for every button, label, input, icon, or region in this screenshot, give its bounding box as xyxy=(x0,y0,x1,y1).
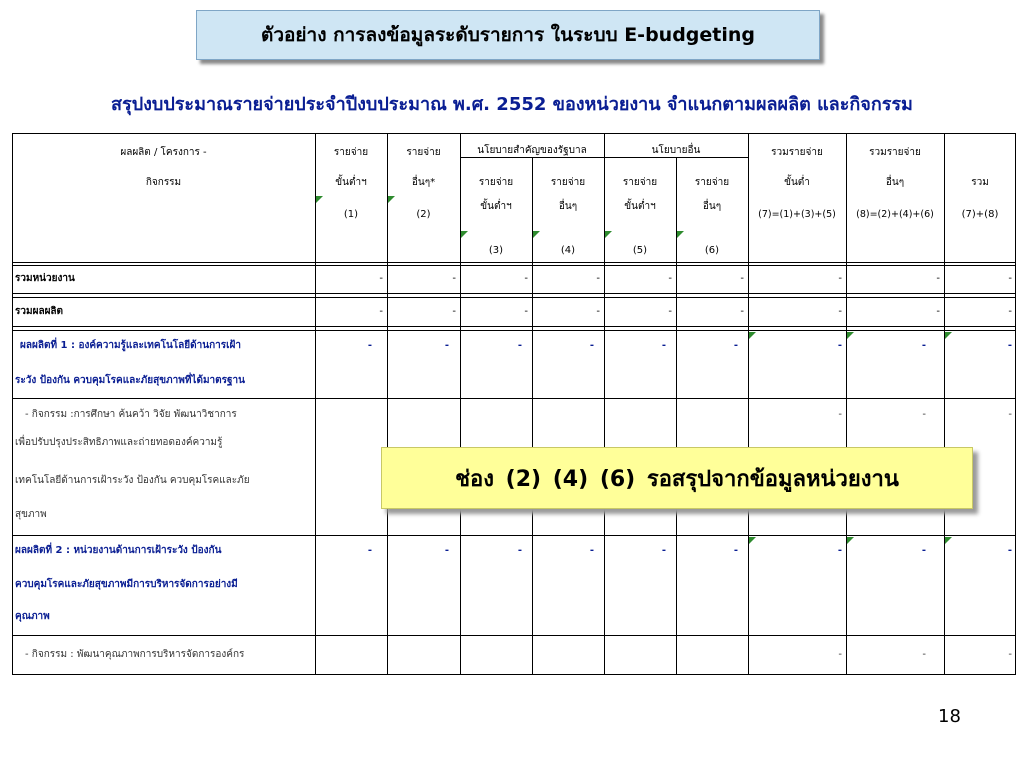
header-col4-l2: อื่นๆ xyxy=(558,201,578,212)
row-total-unit-val: - xyxy=(838,273,842,284)
header-col3-l3: (3) xyxy=(488,245,504,256)
row-activity2-val: - xyxy=(1008,649,1012,660)
header-col8-l1: รวมรายจ่าย xyxy=(869,147,921,158)
row-activity1-label-l2: เพื่อปรับปรุงประสิทธิภาพและถ่ายทอดองค์ความรู้ xyxy=(15,437,223,448)
row-product2-label-l2: ควบคุมโรคและภัยสุขภาพมีการบริหารจัดการอย่างมี xyxy=(15,579,238,590)
row-activity1-label-l1: - กิจกรรม :การศึกษา ค้นคว้า วิจัย พัฒนาวิชาการ xyxy=(25,409,237,420)
row-product2-val: - xyxy=(661,545,667,556)
header-group-gov: นโยบายสำคัญของรัฐบาล xyxy=(477,145,587,156)
header-col6-l1: รายจ่าย xyxy=(694,177,730,188)
header-col5-l2: ขั้นต่ำฯ xyxy=(624,201,656,212)
row-product2-val: - xyxy=(444,545,450,556)
header-col5-l1: รายจ่าย xyxy=(622,177,658,188)
cell-marker xyxy=(316,196,323,203)
header-col6-l2: อื่นๆ xyxy=(702,201,722,212)
row-total-products-val: - xyxy=(379,306,383,317)
header-col4-l1: รายจ่าย xyxy=(550,177,586,188)
header-col7-l1: รวมรายจ่าย xyxy=(771,147,823,158)
row-total-unit-val: - xyxy=(452,273,456,284)
row-total-unit-val: - xyxy=(1008,273,1012,284)
row-total-products-label: รวมผลผลิต xyxy=(15,306,64,317)
header-col2-l3: (2) xyxy=(416,209,431,220)
cell-marker xyxy=(847,332,854,339)
row-product2-val: - xyxy=(589,545,595,556)
budget-table xyxy=(12,133,1016,675)
cell-marker xyxy=(847,537,854,544)
header-col6-l3: (6) xyxy=(704,245,720,256)
row-total-products-val: - xyxy=(668,306,672,317)
callout-note: ช่อง (2) (4) (6) รอสรุปจากข้อมูลหน่วยงาน xyxy=(381,447,973,509)
header-col9-l2: (7)+(8) xyxy=(961,209,999,220)
page-number: 18 xyxy=(938,706,961,727)
row-activity1-val: - xyxy=(1008,409,1012,420)
row-product1-label-l1: ผลผลิตที่ 1 : องค์ความรู้และเทคโนโลยีด้านการเฝ้า xyxy=(20,340,242,351)
row-total-products-val: - xyxy=(524,306,528,317)
row-activity1-label-l4: สุขภาพ xyxy=(15,509,47,520)
header-col8-l3: (8)=(2)+(4)+(6) xyxy=(856,209,934,220)
row-activity1-val: - xyxy=(838,409,842,420)
row-product2-label-l1: ผลผลิตที่ 2 : หน่วยงานด้านการเฝ้าระวัง ป้องกัน xyxy=(15,545,222,556)
cell-marker xyxy=(388,196,395,203)
header-col9-l1: รวม xyxy=(971,177,989,188)
row-total-unit-val: - xyxy=(596,273,600,284)
cell-marker xyxy=(533,231,540,238)
row-product2-label-l3: คุณภาพ xyxy=(15,611,50,622)
header-col1-l2: ขั้นต่ำฯ xyxy=(335,177,367,188)
row-product2-val: - xyxy=(367,545,373,556)
row-product1-val: - xyxy=(367,340,373,351)
row-total-products-val: - xyxy=(936,306,940,317)
header-product-line1: ผลผลิต / โครงการ - xyxy=(120,147,207,158)
header-col3-l1: รายจ่าย xyxy=(478,177,514,188)
header-col2-l1: รายจ่าย xyxy=(406,147,441,158)
row-total-products-val: - xyxy=(1008,306,1012,317)
row-product2-val: - xyxy=(517,545,523,556)
header-product-line2: กิจกรรม xyxy=(145,177,182,188)
row-activity2-label: - กิจกรรม : พัฒนาคุณภาพการบริหารจัดการองค์กร xyxy=(25,649,245,660)
cell-marker xyxy=(605,231,612,238)
cell-marker xyxy=(749,332,756,339)
row-product1-val: - xyxy=(444,340,450,351)
cell-marker xyxy=(945,537,952,544)
row-product2-val: - xyxy=(1007,545,1012,556)
cell-marker xyxy=(461,231,468,238)
header-col8-l2: อื่นๆ xyxy=(885,177,905,188)
row-total-products-val: - xyxy=(838,306,842,317)
row-product1-val: - xyxy=(921,340,926,351)
header-col3-l2: ขั้นต่ำฯ xyxy=(480,201,512,212)
row-total-unit-label: รวมหน่วยงาน xyxy=(15,273,75,284)
row-total-unit-val: - xyxy=(524,273,528,284)
row-product1-label-l2: ระวัง ป้องกัน ควบคุมโรคและภัยสุขภาพที่ได้มาตรฐาน xyxy=(15,375,245,386)
header-col1-l3: (1) xyxy=(343,209,359,220)
row-product1-val: - xyxy=(1007,340,1012,351)
header-group-other: นโยบายอื่น xyxy=(651,145,701,156)
cell-marker xyxy=(677,231,684,238)
row-total-unit-val: - xyxy=(740,273,744,284)
row-product1-val: - xyxy=(837,340,842,351)
row-product1-val: - xyxy=(589,340,595,351)
header-col2-l2: อื่นๆ* xyxy=(411,177,436,188)
row-product2-val: - xyxy=(837,545,842,556)
row-total-products-val: - xyxy=(452,306,456,317)
row-product2-val: - xyxy=(733,545,739,556)
header-col7-l3: (7)=(1)+(3)+(5) xyxy=(758,209,836,220)
row-activity2-val: - xyxy=(838,649,842,660)
row-total-products-val: - xyxy=(740,306,744,317)
header-col1-l1: รายจ่าย xyxy=(333,147,369,158)
slide-title: ตัวอย่าง การลงข้อมูลระดับรายการ ในระบบ E-budgeting xyxy=(196,10,820,60)
header-col7-l2: ขั้นต่ำ xyxy=(784,177,810,188)
row-total-unit-val: - xyxy=(379,273,383,284)
row-total-unit-val: - xyxy=(936,273,940,284)
table-subtitle: สรุปงบประมาณรายจ่ายประจำปีงบประมาณ พ.ศ. 2552 ของหน่วยงาน จำแนกตามผลผลิต และกิจกรรม xyxy=(111,94,913,115)
cell-marker xyxy=(749,537,756,544)
row-activity1-val: - xyxy=(922,409,926,420)
header-col5-l3: (5) xyxy=(632,245,648,256)
header-col4-l3: (4) xyxy=(560,245,576,256)
row-product2-val: - xyxy=(921,545,926,556)
cell-marker xyxy=(945,332,952,339)
row-product1-val: - xyxy=(733,340,739,351)
row-activity1-label-l3: เทคโนโลยีด้านการเฝ้าระวัง ป้องกัน ควบคุมโรคและภัย xyxy=(15,475,250,486)
row-activity2-val: - xyxy=(922,649,926,660)
row-product1-val: - xyxy=(661,340,667,351)
row-total-products-val: - xyxy=(596,306,600,317)
row-total-unit-val: - xyxy=(668,273,672,284)
row-product1-val: - xyxy=(517,340,523,351)
